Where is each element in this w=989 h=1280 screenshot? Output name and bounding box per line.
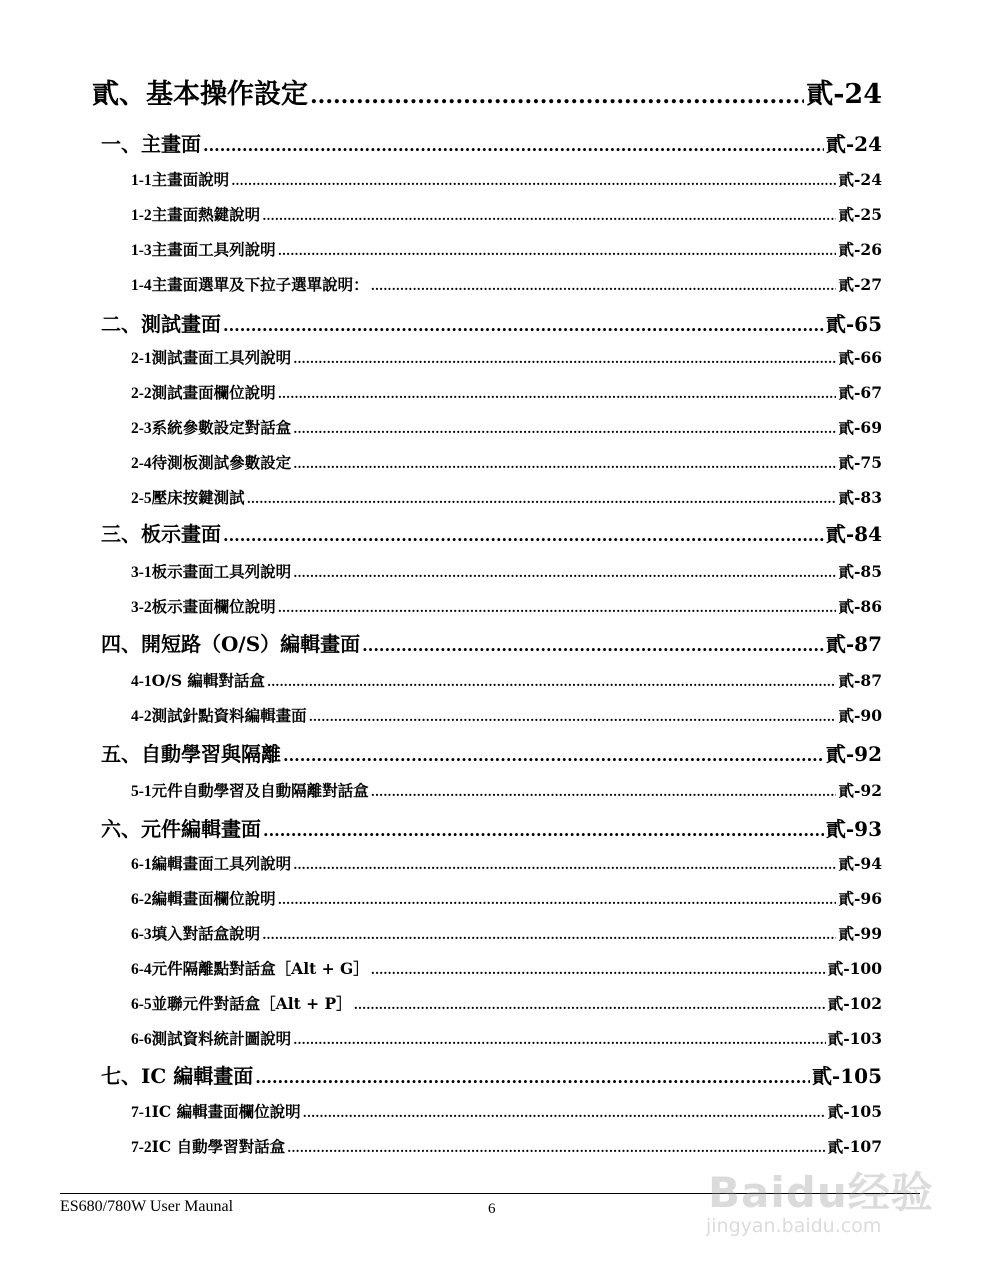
toc-item[interactable] [131, 704, 882, 726]
toc-item[interactable] [131, 852, 882, 874]
toc-number: 四、 [101, 632, 141, 656]
toc-title: 板示畫面欄位說明 [151, 597, 276, 616]
toc-number: 五、 [101, 742, 141, 766]
toc-item[interactable] [131, 595, 882, 617]
toc-item[interactable] [131, 779, 882, 801]
toc-page-ref: 貳-99 [838, 924, 882, 943]
toc-page-ref: 貳-107 [827, 1137, 882, 1156]
toc-section[interactable] [101, 308, 882, 336]
toc-title: 元件隔離點對話盒［Alt + G］ [151, 959, 369, 978]
toc-page-ref: 貳-93 [825, 817, 882, 841]
dot-leader [278, 893, 837, 907]
toc-number: 6-1 [131, 856, 152, 873]
toc-number: 1-4 [131, 277, 152, 294]
toc-number: 7-1 [131, 1104, 152, 1121]
toc-item[interactable] [131, 416, 882, 438]
dot-leader [293, 566, 836, 580]
toc-number: 2-5 [131, 490, 152, 507]
toc-number: 6-4 [131, 961, 152, 978]
toc-title: 主畫面選單及下拉子選單說明： [151, 275, 369, 294]
toc-page-ref: 貳-87 [825, 632, 882, 656]
toc-title: 編輯畫面欄位說明 [151, 889, 276, 908]
toc-page-ref: 貳-66 [838, 348, 882, 367]
toc-number: 一、 [101, 132, 141, 156]
toc-title: 自動學習與隔離 [141, 742, 281, 766]
toc-title: 板示畫面 [141, 522, 221, 546]
dot-leader [223, 526, 824, 545]
toc-page-ref: 貳-83 [838, 488, 882, 507]
toc-title: 編輯畫面工具列說明 [151, 854, 292, 873]
toc-page-ref: 貳-69 [838, 418, 882, 437]
dot-leader [371, 279, 837, 293]
toc-item[interactable] [131, 168, 882, 190]
dot-leader [255, 1068, 810, 1087]
toc-number: 2-3 [131, 420, 152, 437]
toc-page-ref: 貳-26 [838, 240, 882, 259]
toc-title: 測試畫面工具列說明 [151, 348, 292, 367]
toc-title: IC 編輯畫面欄位說明 [151, 1102, 301, 1121]
toc-title: 測試針點資料編輯畫面 [151, 706, 307, 725]
toc-title: 元件編輯畫面 [141, 817, 261, 841]
toc-section[interactable] [101, 738, 882, 766]
toc-title: 測試資料統計圖說明 [151, 1029, 292, 1048]
toc-page-ref: 貳-24 [838, 170, 882, 189]
toc-number: 7-2 [131, 1139, 152, 1156]
toc-number: 2-1 [131, 350, 152, 367]
dot-leader [262, 928, 836, 942]
toc-title: IC 編輯畫面 [141, 1064, 254, 1088]
toc-item[interactable] [131, 273, 882, 295]
dot-leader [203, 136, 824, 155]
footer-manual-title: ES680/780W User Maunal [60, 1198, 234, 1215]
toc-number: 六、 [101, 817, 141, 841]
dot-leader [293, 352, 836, 366]
toc-title: 元件自動學習及自動隔離對話盒 [151, 781, 369, 800]
toc-page-ref: 貳-94 [838, 854, 882, 873]
dot-leader [223, 316, 824, 335]
toc-section[interactable] [101, 128, 882, 156]
toc-item[interactable] [131, 1135, 882, 1157]
toc-number: 2-4 [131, 455, 152, 472]
baidu-watermark [700, 1160, 940, 1260]
toc-item[interactable] [131, 381, 882, 403]
toc-page-ref: 貳-86 [838, 597, 882, 616]
toc-title: 主畫面工具列說明 [151, 240, 276, 259]
dot-leader [293, 457, 836, 471]
toc-number: 二、 [101, 312, 141, 336]
toc-title: 填入對話盒說明 [151, 924, 261, 943]
toc-title: 待測板測試參數設定 [151, 453, 292, 472]
toc-title: 測試畫面欄位說明 [151, 383, 276, 402]
toc-item[interactable] [131, 203, 882, 225]
dot-leader [287, 1141, 826, 1155]
toc-section[interactable] [101, 813, 882, 841]
toc-item[interactable] [131, 957, 882, 979]
toc-section[interactable] [101, 518, 882, 546]
toc-number: 6-6 [131, 1031, 152, 1048]
toc-section[interactable] [101, 628, 882, 656]
toc-item[interactable] [131, 451, 882, 473]
toc-title: 並聯元件對話盒［Alt + P］ [151, 994, 352, 1013]
toc-item[interactable] [131, 1100, 882, 1122]
dot-leader [371, 963, 826, 977]
toc-page-ref: 貳-100 [827, 959, 882, 978]
toc-page-ref: 貳-102 [827, 994, 882, 1013]
toc-page-ref: 貳-105 [811, 1064, 882, 1088]
toc-number: 4-2 [131, 708, 152, 725]
toc-page-ref: 貳-96 [838, 889, 882, 908]
toc-number: 1-2 [131, 207, 152, 224]
toc-number: 貳、 [92, 79, 146, 110]
toc-title: 開短路（O/S）編輯畫面 [141, 632, 361, 656]
toc-title: IC 自動學習對話盒 [151, 1137, 286, 1156]
toc-title: O/S 編輯對話盒 [151, 671, 265, 690]
toc-number: 2-2 [131, 385, 152, 402]
toc-page-ref: 貳-92 [825, 742, 882, 766]
toc-title: 板示畫面工具列說明 [151, 562, 292, 581]
toc-title: 主畫面熱鍵說明 [151, 205, 261, 224]
chapter-heading[interactable] [92, 72, 882, 108]
toc-item[interactable] [131, 669, 882, 691]
toc-item[interactable] [131, 238, 882, 260]
toc-item[interactable] [131, 887, 882, 909]
toc-section[interactable] [101, 1060, 882, 1088]
toc-title: 基本操作設定 [146, 79, 308, 110]
toc-number: 3-1 [131, 564, 152, 581]
toc-title: 壓床按鍵測試 [151, 488, 245, 507]
toc-page-ref: 貳-87 [838, 671, 882, 690]
dot-leader [371, 785, 837, 799]
toc-page-ref: 貳-25 [838, 205, 882, 224]
toc-page-ref: 貳-84 [825, 522, 882, 546]
toc-page-ref: 貳-103 [827, 1029, 882, 1048]
dot-leader [278, 387, 837, 401]
toc-title: 測試畫面 [141, 312, 221, 336]
dot-leader [231, 174, 836, 188]
toc-item[interactable] [131, 346, 882, 368]
toc-title: 主畫面 [141, 132, 201, 156]
toc-title: 系統參數設定對話盒 [151, 418, 292, 437]
toc-number: 3-2 [131, 599, 152, 616]
dot-leader [267, 675, 837, 689]
toc-page-ref: 貳-24 [825, 132, 882, 156]
toc-item[interactable] [131, 1027, 882, 1049]
toc-item[interactable] [131, 922, 882, 944]
watermark-url: jingyan.baidu.com [706, 1215, 882, 1237]
toc-number: 三、 [101, 522, 141, 546]
dot-leader [278, 601, 837, 615]
dot-leader [303, 1106, 826, 1120]
toc-number: 4-1 [131, 673, 152, 690]
dot-leader [293, 858, 836, 872]
toc-item[interactable] [131, 486, 882, 508]
dot-leader [293, 422, 836, 436]
toc-number: 七、 [101, 1064, 141, 1088]
toc-number: 5-1 [131, 783, 152, 800]
toc-page-ref: 貳-67 [838, 383, 882, 402]
toc-page-ref: 貳-27 [838, 275, 882, 294]
toc-page-ref: 貳-65 [825, 312, 882, 336]
toc-title: 主畫面說明 [151, 170, 230, 189]
toc-item[interactable] [131, 560, 882, 582]
dot-leader [293, 1033, 826, 1047]
dot-leader [310, 83, 804, 109]
watermark-brand: Baidu经验 [708, 1168, 934, 1217]
toc-number: 6-2 [131, 891, 152, 908]
dot-leader [362, 636, 824, 655]
dot-leader [354, 998, 826, 1012]
footer-page-number: 6 [488, 1201, 496, 1217]
toc-item[interactable] [131, 992, 882, 1014]
toc-page-ref: 貳-105 [827, 1102, 882, 1121]
toc-page-ref: 貳-85 [838, 562, 882, 581]
dot-leader [263, 821, 824, 840]
toc-number: 1-1 [131, 172, 152, 189]
dot-leader [262, 209, 836, 223]
toc-number: 6-5 [131, 996, 152, 1013]
toc-number: 6-3 [131, 926, 152, 943]
toc-page-ref: 貳-24 [806, 79, 882, 110]
toc-page-ref: 貳-90 [838, 706, 882, 725]
toc-number: 1-3 [131, 242, 152, 259]
dot-leader [283, 746, 824, 765]
dot-leader [309, 710, 837, 724]
toc-page-ref: 貳-92 [838, 781, 882, 800]
dot-leader [247, 492, 837, 506]
toc-page-ref: 貳-75 [838, 453, 882, 472]
dot-leader [278, 244, 837, 258]
